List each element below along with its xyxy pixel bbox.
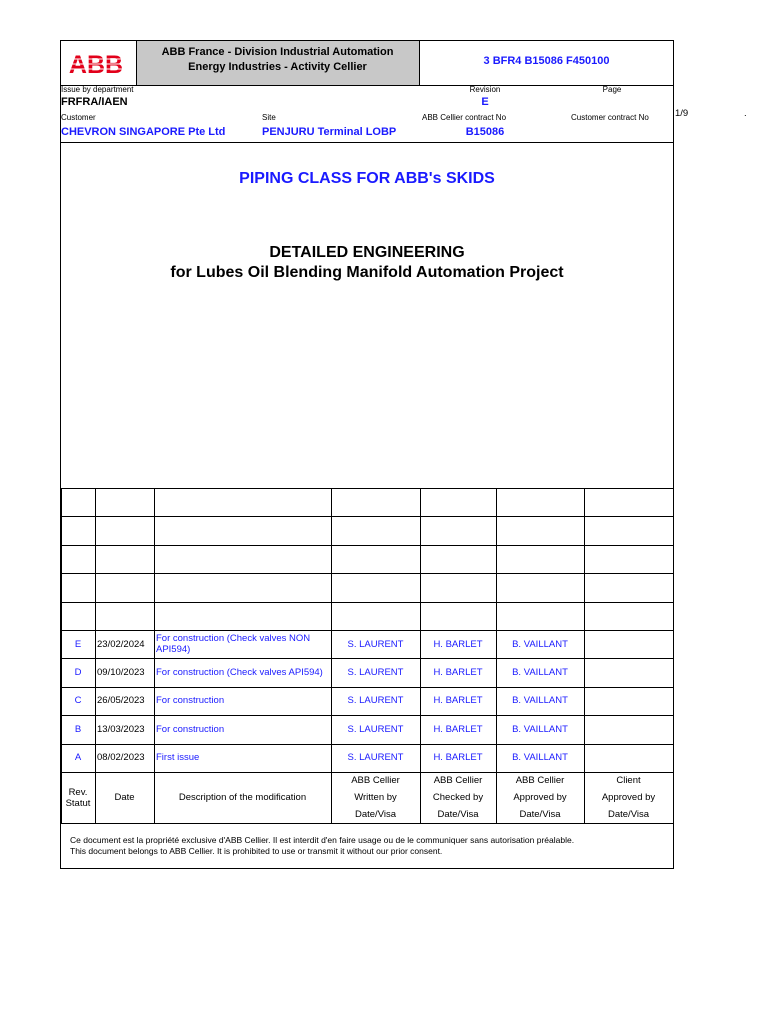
header-approved-org: ABB Cellier [515, 775, 565, 786]
site-label: Site [262, 113, 276, 122]
rev-status-cell: A [74, 752, 82, 764]
header-client-role: Approved by [601, 792, 656, 803]
checked-by-cell: H. BARLET [433, 695, 483, 707]
rev-date-cell: 26/05/2023 [97, 695, 145, 707]
rev-description-cell: For construction [156, 695, 225, 707]
document-number: 3 BFR4 B15086 F450100 [483, 55, 610, 67]
header-client-datevisa: Date/Visa [607, 809, 649, 820]
header-written-org: ABB Cellier [351, 775, 400, 786]
rev-status-cell: C [74, 695, 82, 707]
issue-dept-value: FRFRA/IAEN [61, 96, 128, 108]
written-by-cell: S. LAURENT [347, 752, 404, 764]
abb-logo [66, 51, 126, 77]
page-label: Page [602, 85, 622, 94]
company-line-1: ABB France - Division Industrial Automation [161, 46, 394, 58]
issue-dept-label: Issue by department [61, 85, 134, 94]
approved-by-cell: B. VAILLANT [512, 723, 568, 735]
checked-by-cell: H. BARLET [433, 752, 483, 764]
rev-date-cell: 13/03/2023 [97, 723, 145, 735]
customer-contract-label: Customer contract No [571, 113, 649, 122]
client-approved-cell [586, 744, 671, 772]
contract-label: ABB Cellier contract No [422, 113, 507, 122]
checked-by-cell: H. BARLET [433, 723, 483, 735]
written-by-cell: S. LAURENT [347, 638, 404, 650]
customer-label: Customer [61, 113, 96, 122]
rev-description-cell: For construction (Check valves NON API594) [156, 633, 311, 656]
client-approved-cell [586, 630, 671, 658]
rev-status-cell: D [74, 667, 82, 679]
written-by-cell: S. LAURENT [347, 723, 404, 735]
rev-description-cell: For construction [156, 723, 225, 735]
header-date: Date [114, 792, 135, 803]
rev-date-cell: 23/02/2024 [97, 638, 145, 650]
header-rev-status: Rev. Statut [65, 786, 91, 809]
header-checked-datevisa: Date/Visa [437, 809, 479, 820]
client-approved-cell [586, 658, 671, 686]
contract-value: B15086 [465, 126, 505, 138]
footer-french-notice: Ce document est la propriété exclusive d'ABB Cellier. Il est interdit d'en faire usage ou de le communiquer sans autorisation préalable. [70, 835, 575, 845]
approved-by-cell: B. VAILLANT [512, 638, 568, 650]
client-approved-cell [586, 715, 671, 743]
header-description: Description of the modification [178, 792, 307, 803]
page-value: 1/9 [675, 108, 689, 119]
client-approved-cell [586, 687, 671, 715]
header-written-datevisa: Date/Visa [354, 809, 396, 820]
header-checked-role: Checked by [432, 792, 484, 803]
footer-english-notice: This document belongs to ABB Cellier. It is prohibited to use or transmit it without our prior consent. [70, 846, 443, 856]
revision-value: E [481, 96, 489, 108]
header-client-org: Client [616, 775, 641, 786]
subtitle-detailed-engineering: DETAILED ENGINEERING [269, 244, 465, 261]
header-approved-role: Approved by [513, 792, 567, 803]
subtitle-project: for Lubes Oil Blending Manifold Automation Project [170, 264, 564, 281]
rev-description-cell: First issue [156, 752, 200, 764]
written-by-cell: S. LAURENT [347, 667, 404, 679]
rev-status-cell: B [74, 723, 82, 735]
site-value: PENJURU Terminal LOBP [262, 126, 397, 138]
rev-date-cell: 08/02/2023 [97, 752, 145, 764]
approved-by-cell: B. VAILLANT [512, 695, 568, 707]
company-line-2: Energy Industries - Activity Cellier [188, 61, 367, 73]
header-written-role: Written by [354, 792, 397, 803]
rev-date-cell: 09/10/2023 [97, 667, 145, 679]
approved-by-cell: B. VAILLANT [512, 752, 568, 764]
rev-status-cell: E [74, 638, 82, 650]
checked-by-cell: H. BARLET [433, 638, 483, 650]
stray-dot: . [744, 108, 747, 119]
rev-description-cell: For construction (Check valves API594) [156, 667, 323, 679]
document-title: PIPING CLASS FOR ABB's SKIDS [239, 170, 495, 187]
abb-logo-text: ABB [68, 51, 124, 77]
approved-by-cell: B. VAILLANT [512, 667, 568, 679]
customer-value: CHEVRON SINGAPORE Pte Ltd [61, 126, 226, 138]
checked-by-cell: H. BARLET [433, 667, 483, 679]
header-approved-datevisa: Date/Visa [519, 809, 561, 820]
revision-label: Revision [469, 85, 501, 94]
header-checked-org: ABB Cellier [433, 775, 483, 786]
written-by-cell: S. LAURENT [347, 695, 404, 707]
